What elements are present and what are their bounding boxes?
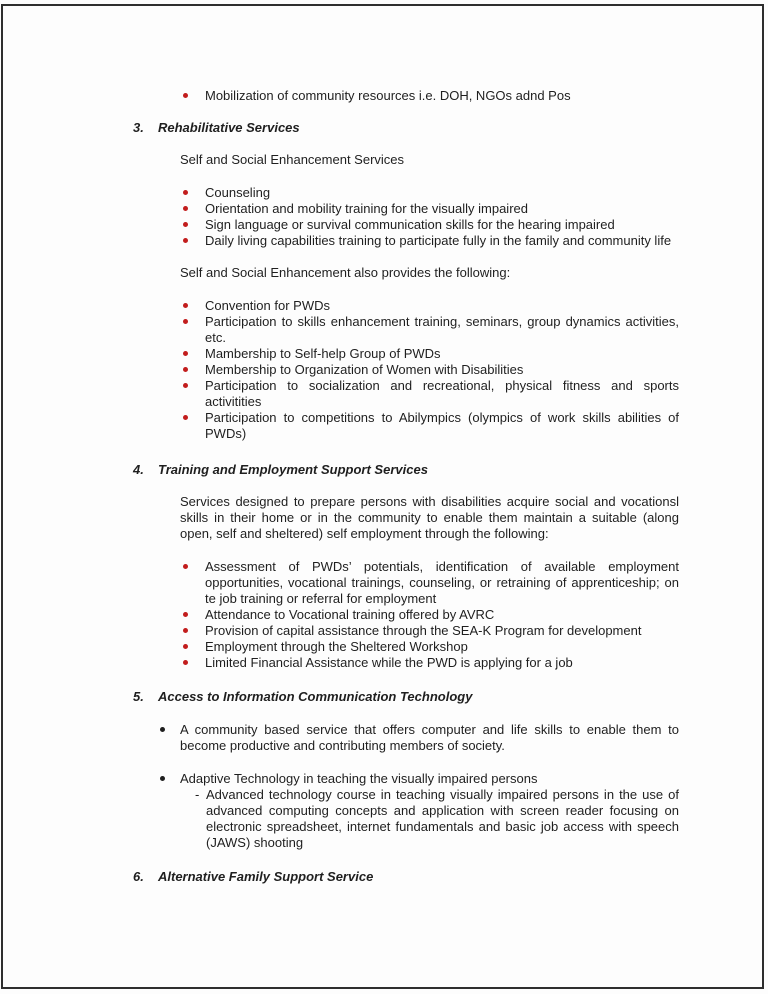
section-title: Access to Information Communication Technology — [158, 689, 473, 704]
list-item — [133, 410, 679, 442]
list-item — [133, 378, 679, 410]
list-item — [133, 298, 679, 314]
section-heading-ict-access — [133, 689, 679, 705]
section-heading-training-employment — [133, 462, 679, 478]
list-item — [133, 201, 679, 217]
bullet-icon — [183, 222, 188, 227]
bullet-list — [133, 559, 679, 671]
list-item — [133, 233, 679, 249]
paragraph: Self and Social Enhancement also provides the following: — [180, 265, 511, 280]
bullet-icon — [183, 628, 188, 633]
list-item — [133, 607, 679, 623]
list-item — [133, 88, 679, 104]
list-item-text: Orientation and mobility training for the visually impaired — [205, 201, 528, 216]
page-content — [133, 88, 679, 885]
bullet-icon — [183, 303, 188, 308]
sub-list-item — [133, 787, 679, 851]
list-item-text: Mambership to Self-help Group of PWDs — [205, 346, 441, 361]
bullet-icon — [183, 238, 188, 243]
bullet-list — [133, 771, 679, 851]
list-item — [133, 559, 679, 607]
list-item-text: Assessment of PWDs’ potentials, identification of available employment opportunities, vocational trainings, counseling, or retraining of apprenticeship; on te job training or referral for employment — [205, 559, 679, 606]
dash-marker: - — [195, 787, 200, 802]
list-item-text: Provision of capital assistance through the SEA-K Program for development — [205, 623, 642, 638]
list-item-text: Adaptive Technology in teaching the visually impaired persons — [180, 771, 538, 786]
section-heading-rehabilitative-services — [133, 120, 679, 136]
list-item — [133, 722, 679, 754]
section-number: 4. — [133, 462, 144, 477]
bullet-icon — [183, 93, 188, 98]
section-title: Training and Employment Support Services — [158, 462, 428, 477]
list-item-text: Limited Financial Assistance while the PWD is applying for a job — [205, 655, 573, 670]
paragraph: Services designed to prepare persons with disabilities acquire social and vocationsl skills in their home or in the community to enable them maintain a suitable (along open, self and sheltered) self employment through the following: — [180, 494, 679, 541]
bullet-icon — [183, 319, 188, 324]
paragraph: Self and Social Enhancement Services — [180, 152, 405, 167]
list-item — [133, 771, 679, 787]
bullet-icon — [183, 351, 188, 356]
list-item — [133, 655, 679, 671]
list-item-text: A community based service that offers computer and life skills to enable them to become productive and contributing members of society. — [180, 722, 679, 753]
list-item-text: Participation to competitions to Abilympics (olympics of work skills abilities of PWDs) — [205, 410, 679, 441]
list-item-text: Attendance to Vocational training offered by AVRC — [205, 607, 495, 622]
section-number: 3. — [133, 120, 144, 135]
list-item — [133, 623, 679, 639]
list-item-text: Membership to Organization of Women with Disabilities — [205, 362, 524, 377]
list-item — [133, 346, 679, 362]
list-item-text: Employment through the Sheltered Workshop — [205, 639, 468, 654]
list-item — [133, 185, 679, 201]
list-item — [133, 217, 679, 233]
list-item — [133, 362, 679, 378]
list-item-text: Daily living capabilities training to participate fully in the family and community life — [205, 233, 672, 248]
bullet-list — [133, 298, 679, 442]
list-item-text: Sign language or survival communication skills for the hearing impaired — [205, 217, 615, 232]
list-item — [133, 314, 679, 346]
list-item-text: Mobilization of community resources i.e. DOH, NGOs adnd Pos — [205, 88, 571, 103]
list-item — [133, 639, 679, 655]
list-item-text: Counseling — [205, 185, 271, 200]
bullet-icon — [183, 644, 188, 649]
section-title: Alternative Family Support Service — [158, 869, 374, 884]
list-item-text: Participation to skills enhancement training, seminars, group dynamics activities, etc. — [205, 314, 679, 345]
section-number: 5. — [133, 689, 144, 704]
section-title: Rehabilitative Services — [158, 120, 300, 135]
bullet-icon — [160, 776, 165, 781]
list-item-text: Convention for PWDs — [205, 298, 330, 313]
bullet-list — [133, 185, 679, 249]
list-item-text: Participation to socialization and recreational, physical fitness and sports activitities — [205, 378, 679, 409]
bullet-icon — [183, 564, 188, 569]
bullet-icon — [183, 415, 188, 420]
bullet-icon — [183, 367, 188, 372]
bullet-icon — [160, 727, 165, 732]
bullet-icon — [183, 383, 188, 388]
bullet-icon — [183, 190, 188, 195]
sub-list-item-text: Advanced technology course in teaching visually impaired persons in the use of advanced computing concepts and application with screen reader focusing on electronic spreadsheet, internet fundamentals and basic job access with speech (JAWS) shooting — [206, 787, 679, 850]
bullet-icon — [183, 206, 188, 211]
bullet-icon — [183, 612, 188, 617]
bullet-icon — [183, 660, 188, 665]
section-number: 6. — [133, 869, 144, 884]
section-heading-alternative-family-support — [133, 869, 679, 885]
